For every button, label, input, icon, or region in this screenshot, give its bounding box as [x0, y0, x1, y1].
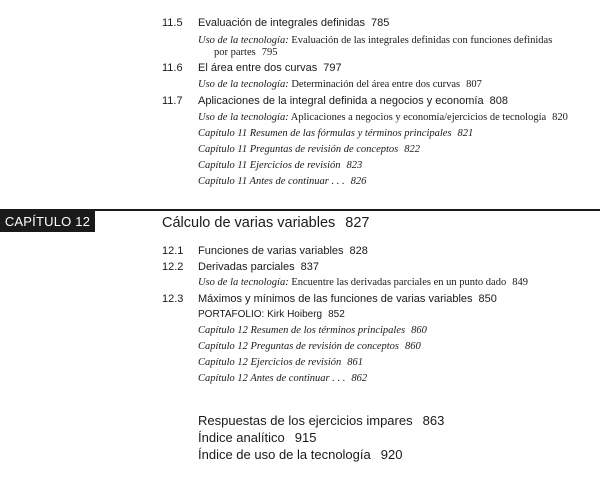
chapter-extra-item[interactable] [198, 128, 473, 139]
chapter-heading[interactable] [162, 215, 369, 231]
back-matter-index[interactable] [198, 430, 316, 445]
section-title: Aplicaciones de la integral definida a negocios y economía [198, 95, 484, 107]
page-number: 822 [404, 144, 420, 155]
tech-entry-12-2[interactable] [198, 277, 528, 288]
chapter-extra-item[interactable] [198, 325, 427, 336]
page-number: 850 [478, 293, 497, 305]
page-number: 920 [380, 447, 403, 462]
toc-section-12-2[interactable] [162, 261, 319, 273]
page-number: 915 [294, 430, 317, 445]
chapter-extra-item[interactable] [198, 144, 420, 155]
page-number: 826 [350, 176, 367, 187]
section-number: 11.7 [162, 95, 183, 107]
section-title: Funciones de varias variables [198, 245, 344, 257]
chapter-tab: CAPÍTULO 12 [0, 211, 95, 232]
extra-text: Capítulo 12 Resumen de los términos principales [198, 325, 406, 336]
page-number: 807 [466, 79, 482, 90]
page-number: 823 [346, 160, 363, 171]
page-number: 860 [411, 325, 427, 336]
chapter-extra-item[interactable] [198, 373, 367, 384]
toc-section-12-3[interactable] [162, 293, 497, 305]
tech-label: Uso de la tecnología: [198, 277, 289, 288]
chapter-extra-item[interactable] [198, 341, 421, 352]
chapter-extra-item[interactable] [198, 176, 366, 187]
back-matter-answers[interactable] [198, 413, 444, 428]
tech-label: Uso de la tecnología: [198, 35, 289, 46]
back-matter-text: Respuestas de los ejercicios impares [198, 413, 413, 428]
page-number: 860 [405, 341, 421, 352]
back-matter-text: Índice de uso de la tecnología [198, 447, 371, 462]
page-number: 827 [345, 215, 370, 231]
tech-text-cont: por partes [214, 47, 256, 58]
page-number: 862 [351, 373, 368, 384]
section-number: 12.1 [162, 245, 184, 257]
tech-entry-11-5[interactable] [198, 35, 552, 46]
back-matter-tech-index[interactable] [198, 447, 402, 462]
tech-text: Determinación del área entre dos curvas [291, 79, 461, 90]
portfolio-text: PORTAFOLIO: Kirk Hoiberg [198, 309, 323, 320]
section-number: 12.2 [162, 261, 184, 273]
toc-section-11-7[interactable] [162, 95, 508, 107]
extra-text: Capítulo 12 Ejercicios de revisión [198, 357, 342, 368]
page-number: 795 [261, 47, 278, 58]
tech-label: Uso de la tecnología: [198, 112, 289, 123]
page-number: 821 [457, 128, 474, 139]
section-title: Derivadas parciales [198, 261, 295, 273]
extra-text: Capítulo 11 Antes de continuar . . . [198, 176, 345, 187]
section-number: 11.6 [162, 62, 183, 74]
page-number: 820 [552, 112, 568, 123]
extra-text: Capítulo 12 Preguntas de revisión de conceptos [198, 341, 400, 352]
toc-section-11-5[interactable] [162, 17, 389, 29]
tech-text: Encuentre las derivadas parciales en un punto dado [291, 277, 507, 288]
section-number: 12.3 [162, 293, 184, 305]
toc-section-11-6[interactable] [162, 62, 342, 74]
toc-section-12-1[interactable] [162, 245, 368, 257]
extra-text: Capítulo 11 Preguntas de revisión de conceptos [198, 144, 399, 155]
tech-text: Aplicaciones a negocios y economía/ejercicios de tecnología [290, 112, 547, 123]
extra-text: Capítulo 11 Resumen de las fórmulas y términos principales [198, 128, 452, 139]
page-number: 808 [489, 95, 508, 107]
section-title: El área entre dos curvas [198, 62, 318, 74]
page-number: 861 [347, 357, 364, 368]
section-number: 11.5 [162, 17, 183, 29]
portfolio-entry[interactable] [198, 309, 345, 320]
page-number: 852 [328, 309, 345, 320]
page-number: 797 [323, 62, 342, 74]
tech-text: Evaluación de las integrales definidas con funciones definidas [291, 35, 553, 46]
section-title: Máximos y mínimos de las funciones de varias variables [198, 293, 473, 305]
page-number: 837 [300, 261, 319, 273]
page-number: 828 [349, 245, 368, 257]
page-number: 863 [422, 413, 445, 428]
chapter-title: Cálculo de varias variables [162, 215, 336, 231]
back-matter-text: Índice analítico [198, 430, 285, 445]
extra-text: Capítulo 11 Ejercicios de revisión [198, 160, 341, 171]
tech-entry-11-7[interactable] [198, 112, 568, 123]
page-number: 849 [512, 277, 528, 288]
tech-entry-11-5-cont [214, 47, 277, 58]
chapter-extra-item[interactable] [198, 357, 363, 368]
tech-label: Uso de la tecnología: [198, 79, 289, 90]
page-number: 785 [370, 17, 390, 29]
extra-text: Capítulo 12 Antes de continuar . . . [198, 373, 346, 384]
chapter-extra-item[interactable] [198, 160, 362, 171]
tech-entry-11-6[interactable] [198, 79, 482, 90]
section-title: Evaluación de integrales definidas [198, 17, 365, 29]
